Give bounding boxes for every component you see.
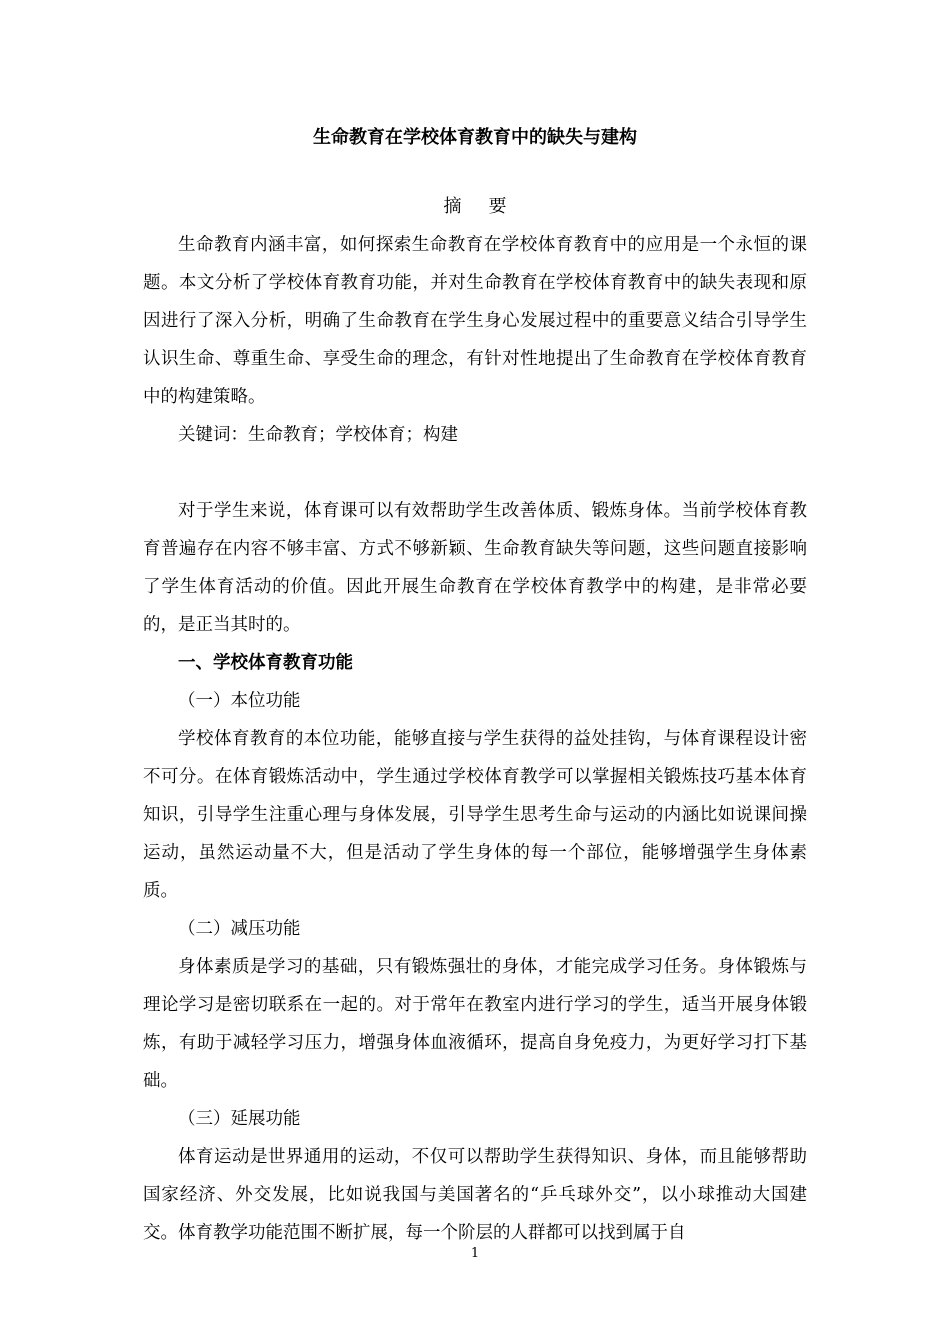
subsection-heading-2: （二）减压功能 bbox=[178, 919, 301, 939]
intro-paragraph: 对于学生来说，体育课可以有效帮助学生改善体质、锻炼身体。当前学校体育教育普遍存在内容不够丰富、方式不够新颖、生命教育缺失等问题，这些问题直接影响了学生体育活动的价值。因此开展生命教育在学校体育教学中的构建，是非常必要的，是正当其时的。 bbox=[143, 501, 807, 635]
abstract-heading: 摘要 bbox=[443, 196, 534, 217]
document-body bbox=[143, 226, 807, 1252]
keywords-line: 关键词：生命教育；学校体育；构建 bbox=[178, 425, 458, 445]
document-title: 生命教育在学校体育教育中的缺失与建构 bbox=[313, 127, 637, 148]
subsection-heading-3: （三）延展功能 bbox=[178, 1109, 301, 1129]
subsection-paragraph-3: 体育运动是世界通用的运动，不仅可以帮助学生获得知识、身体，而且能够帮助国家经济、外交发展，比如说我国与美国著名的“乒乓球外交”，以小球推动大国建交。体育教学功能范围不断扩展，每一个阶层的人群都可以找到属于自 bbox=[143, 1147, 807, 1243]
subsection-paragraph-2: 身体素质是学习的基础，只有锻炼强壮的身体，才能完成学习任务。身体锻炼与理论学习是密切联系在一起的。对于常年在教室内进行学习的学生，适当开展身体锻炼，有助于减轻学习压力，增强身体血液循环，提高自身免疫力，为更好学习打下基础。 bbox=[143, 957, 807, 1091]
subsection-paragraph-1: 学校体育教育的本位功能，能够直接与学生获得的益处挂钩，与体育课程设计密不可分。在体育锻炼活动中，学生通过学校体育教学可以掌握相关锻炼技巧基本体育知识，引导学生注重心理与身体发展，引导学生思考生命与运动的内涵比如说课间操运动，虽然运动量不大，但是活动了学生身体的每一个部位，能够增强学生身体素质。 bbox=[143, 729, 807, 901]
section-heading-1: 一、学校体育教育功能 bbox=[178, 653, 353, 673]
abstract-paragraph: 生命教育内涵丰富，如何探索生命教育在学校体育教育中的应用是一个永恒的课题。本文分析了学校体育教育功能，并对生命教育在学校体育教育中的缺失表现和原因进行了深入分析，明确了生命教育在学生身心发展过程中的重要意义结合引导学生认识生命、尊重生命、享受生命的理念，有针对性地提出了生命教育在学校体育教育中的构建策略。 bbox=[143, 235, 807, 407]
subsection-heading-1: （一）本位功能 bbox=[178, 691, 301, 711]
page-number: 1 bbox=[470, 1246, 480, 1261]
